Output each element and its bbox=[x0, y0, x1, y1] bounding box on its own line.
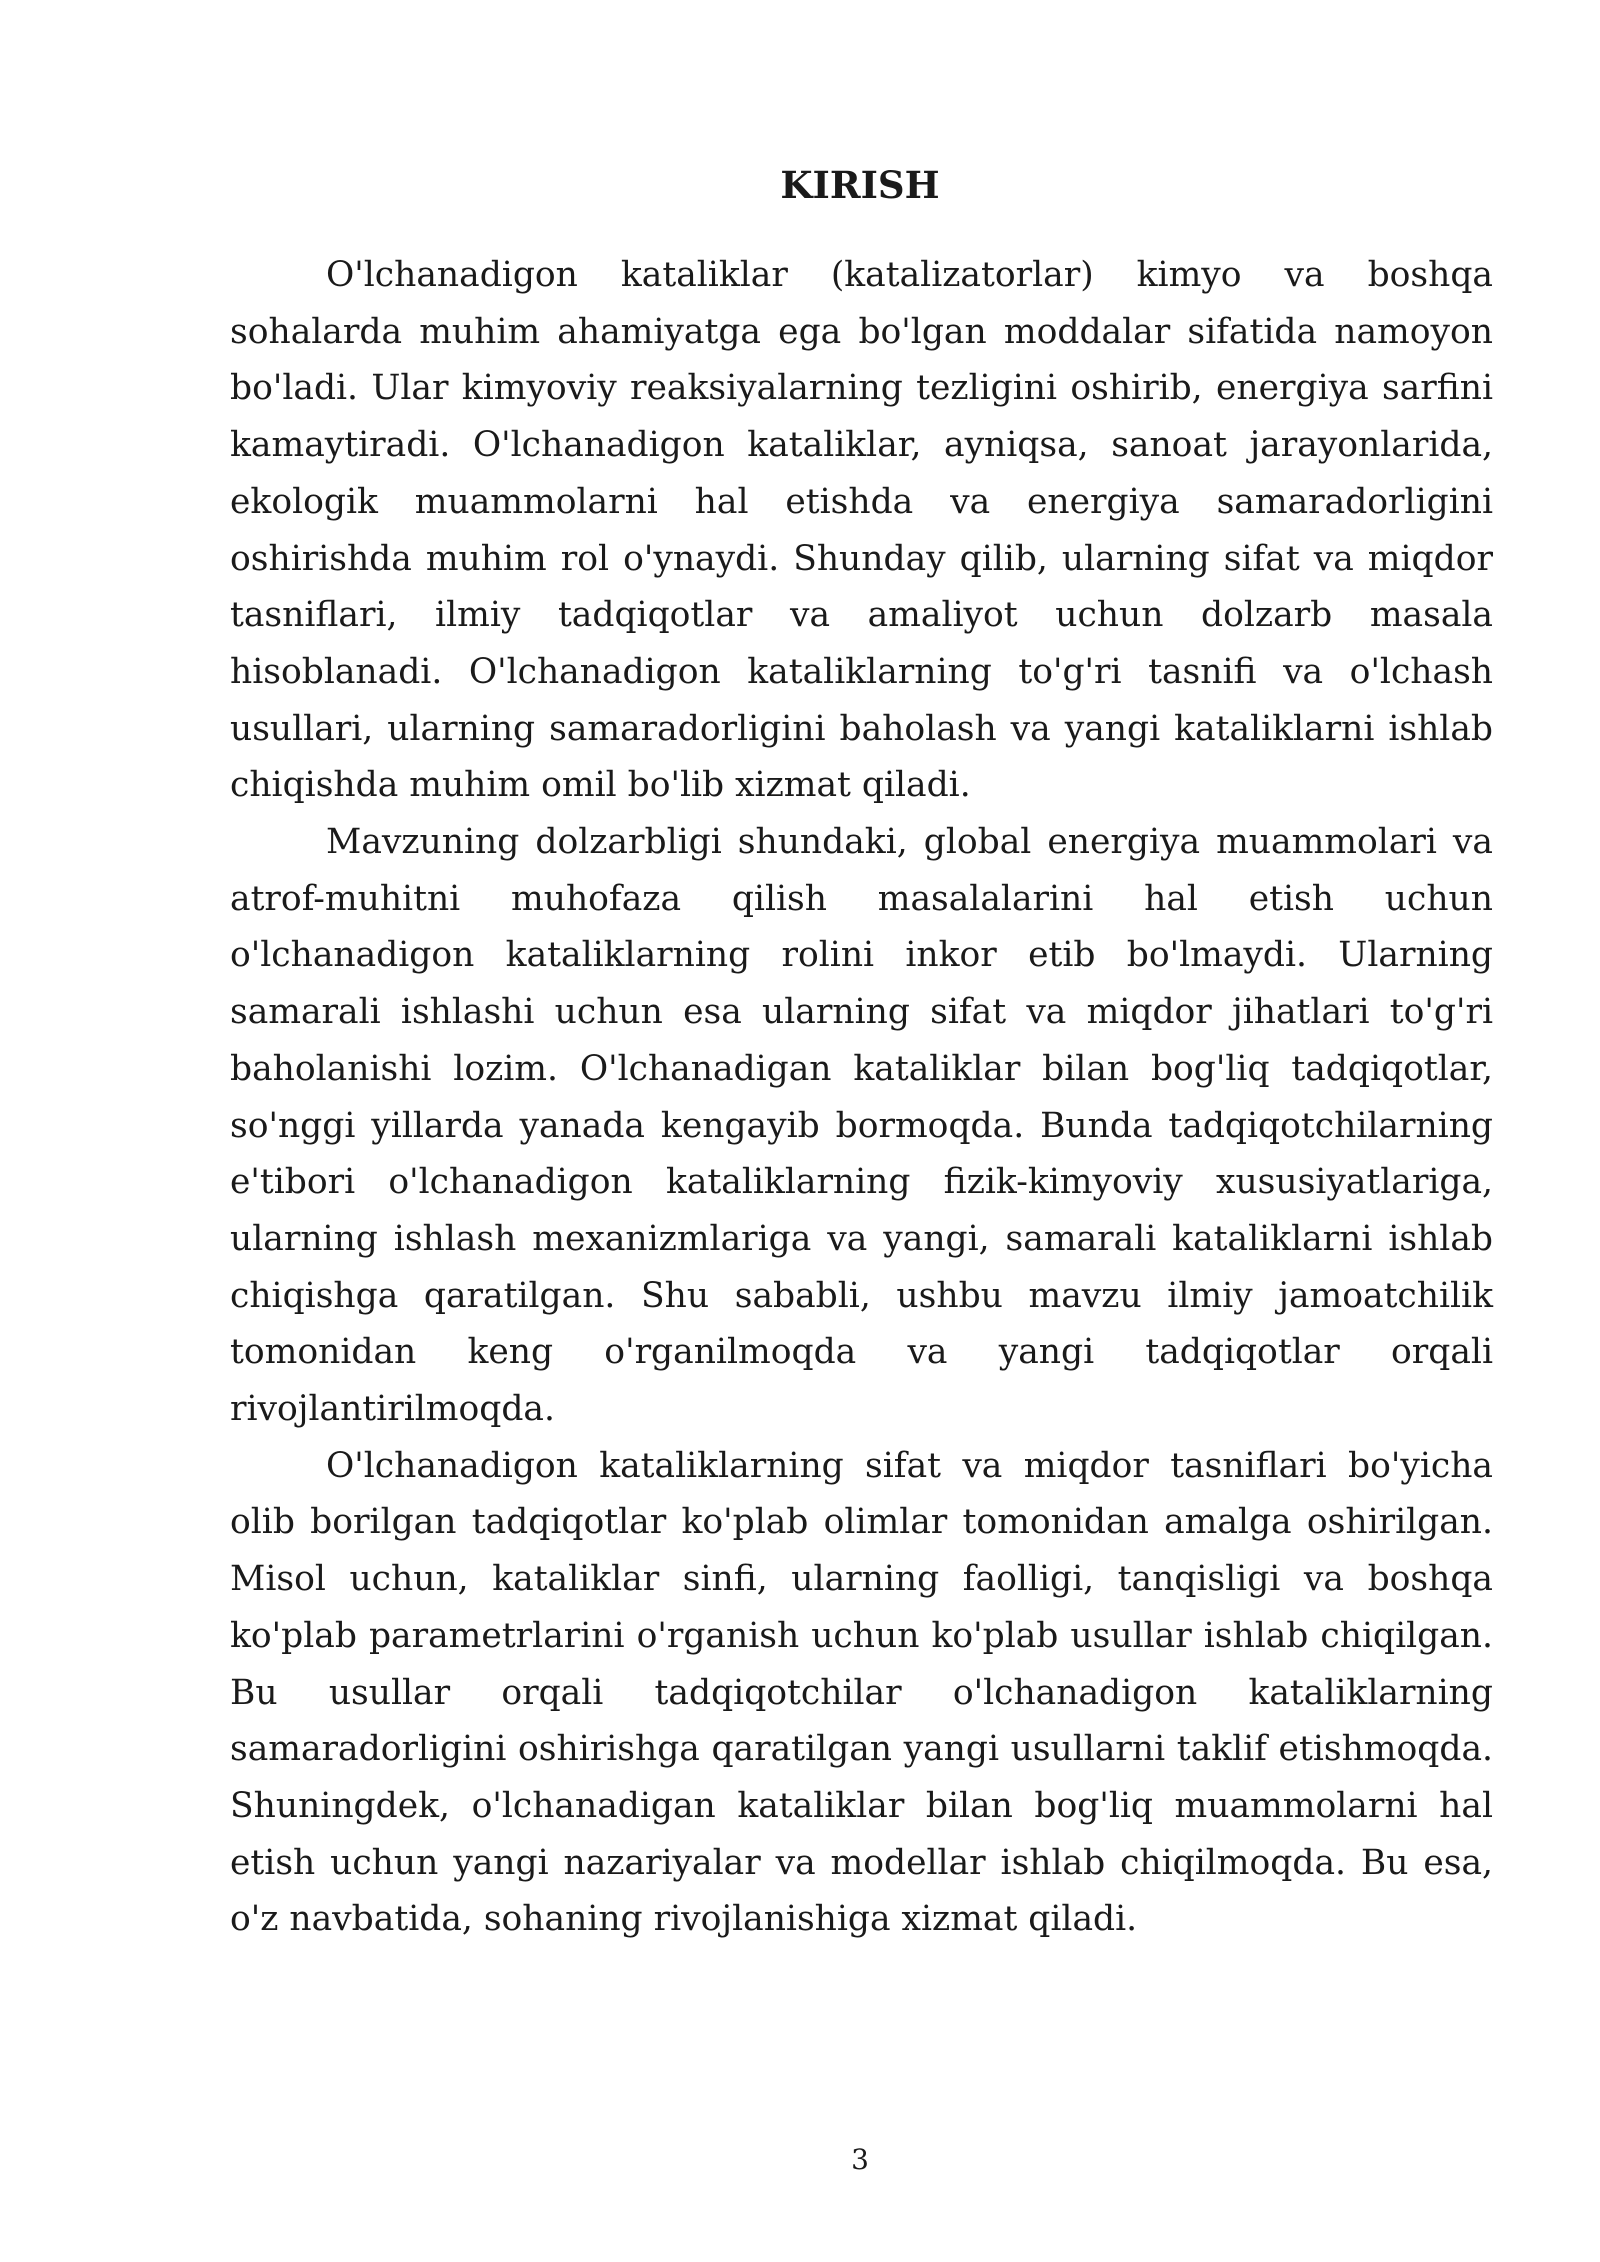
paragraph-2: Mavzuning dolzarbligi shundaki, global energiya muammolari va atrof-muhitni muhofaza qilish masalalarini hal etish uchun o'lchanadigon kataliklarning rolini inkor etib bo'lmaydi. Ularning samarali ishlashi uchun esa ularning sifat va miqdor jihatlari to'g'ri baholanishi lozim. O'lchanadigan kataliklar bilan bog'liq tadqiqotlar, so'nggi yillarda yanada kengayib bormoqda. Bunda tadqiqotchilarning e'tibori o'lchanadigon kataliklarning fizik-kimyoviy xususiyatlariga, ularning ishlash mexanizmlariga va yangi, samarali kataliklarni ishlab chiqishga qaratilgan. Shu sababli, ushbu mavzu ilmiy jamoatchilik tomonidan keng o'rganilmoqda va yangi tadqiqotlar orqali rivojlantirilmoqda. bbox=[230, 822, 1493, 1430]
paragraph-1: O'lchanadigon kataliklar (katalizatorlar) kimyo va boshqa sohalarda muhim ahamiyatga ega bo'lgan moddalar sifatida namoyon bo'ladi. Ular kimyoviy reaksiyalarning tezligini oshirib, energiya sarfini kamaytiradi. O'lchanadigon kataliklar, ayniqsa, sanoat jarayonlarida, ekologik muammolarni hal etishda va energiya samaradorligini oshirishda muhim rol o'ynaydi. Shunday qilib, ularning sifat va miqdor tasniflari, ilmiy tadqiqotlar va amaliyot uchun dolzarb masala hisoblanadi. O'lchanadigon kataliklarning to'g'ri tasnifi va o'lchash usullari, ularning samaradorligini baholash va yangi kataliklarni ishlab chiqishda muhim omil bo'lib xizmat qiladi. bbox=[230, 255, 1493, 806]
page-title: KIRISH bbox=[780, 163, 940, 207]
paragraph-3: O'lchanadigon kataliklarning sifat va miqdor tasniflari bo'yicha olib borilgan tadqiqotlar ko'plab olimlar tomonidan amalga oshirilgan. Misol uchun, kataliklar sinfi, ularning faolligi, tanqisligi va boshqa ko'plab parametrlarini o'rganish uchun ko'plab usullar ishlab chiqilgan. Bu usullar orqali tadqiqotchilar o'lchanadigon kataliklarning samaradorligini oshirishga qaratilgan yangi usullarni taklif etishmoqda. Shuningdek, o'lchanadigan kataliklar bilan bog'liq muammolarni hal etish uchun yangi nazariyalar va modellar ishlab chiqilmoqda. Bu esa, o'z navbatida, sohaning rivojlanishiga xizmat qiladi. bbox=[230, 1445, 1493, 1940]
body-text bbox=[230, 247, 1493, 1948]
page-number: 3 bbox=[851, 2143, 869, 2176]
